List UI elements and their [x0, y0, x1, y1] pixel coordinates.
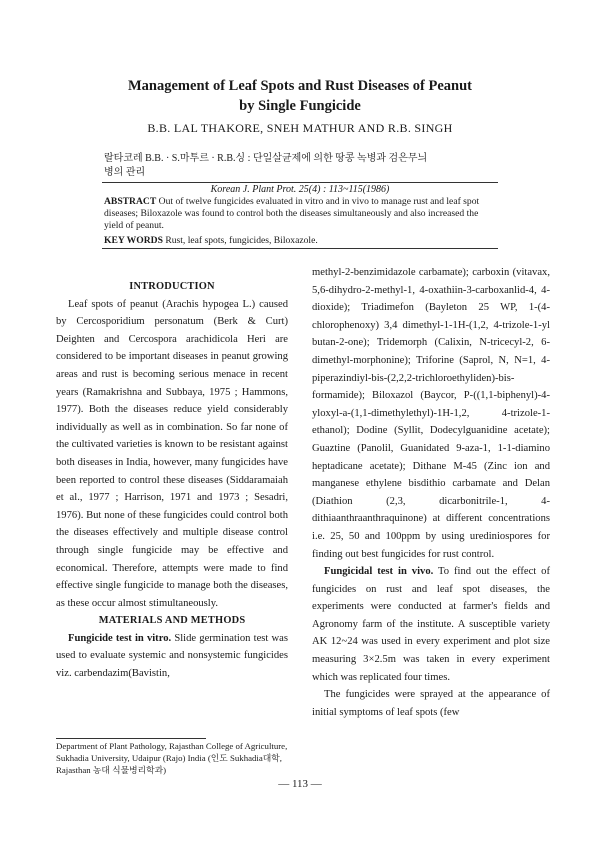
invitro-label: Fungicide test in vitro. — [68, 632, 172, 644]
keywords — [104, 235, 498, 247]
paper-title-line1: Management of Leaf Spots and Rust Diseases of Peanut — [128, 78, 472, 94]
korean-title-line2: 병의 관리 — [104, 167, 146, 178]
invitro-text: Slide germination test was used to evaluate systemic and nonsystemic fungicides viz. carbendazim(Bavistin, — [56, 632, 288, 680]
page-number: — 113 — — [278, 778, 322, 790]
abstract-label: ABSTRACT — [104, 196, 157, 207]
keywords-label: KEY WORDS — [104, 235, 163, 246]
keywords-text: Rust, leaf spots, fungicides, Biloxazole. — [165, 235, 318, 246]
introduction-text: Leaf spots of peanut (Arachis hypogea L.) caused by Cercosporidium personatum (Berk & Curt) Deighten and Cercospora arachidicola Heri are considered to be important diseases in peanut growing areas and rust is becoming serious menace in recent years (Ramakrishna and Subbaya, 1975 ; Hammons, 1977). Both the diseases reduce yield considerably individually as well as in combination. So far none of the cultivated varieties is known to be resistant against both diseases in India, however, many fungicides have been reported to control these diseases (Siddaramaiah et al., 1977 ; Harrison, 1971 and 1973 ; Sesadri, 1976). But none of these fungicides could control both the diseases effectively and multiple disease control through single fungicide may be effective and economical. Therefore, attempts were made to find effective single fungicide to manage both the diseases, as these occur almost stimultaneously. — [56, 298, 288, 609]
bottom-divider — [102, 248, 498, 249]
invivo-label: Fungicidal test in vivo. — [324, 566, 434, 578]
methods-heading: MATERIALS AND METHODS — [98, 615, 246, 627]
introduction-heading: INTRODUCTION — [129, 281, 215, 292]
top-divider — [102, 182, 498, 183]
spray-paragraph: The fungicides were sprayed at the appearance of initial symptoms of leaf spots (few — [312, 689, 550, 718]
abstract-text: Out of twelve fungicides evaluated in vitro and in vivo to manage rust and leaf spot diseases; Biloxazole was found to control both the diseases simultaneously and also increased the yield of peanut. — [104, 196, 480, 231]
invitro-paragraph — [56, 630, 288, 683]
invivo-paragraph — [312, 563, 550, 686]
affiliation-footnote: Department of Plant Pathology, Rajasthan College of Agriculture, Sukhadia University, Udaipur (Rajo) India (인도 Sukhadia대학, Rajasthan 농대 식물병리학과) — [56, 741, 288, 775]
korean-title-line1: 랄타코레 B.B. · S.마투르 · R.B.싱 : 단일살균제에 의한 땅콩 녹병과 검은무늬 — [104, 153, 428, 164]
right-column — [312, 264, 550, 721]
paper-title-line2: by Single Fungicide — [239, 98, 361, 114]
korean-title — [104, 152, 504, 180]
authors: B.B. LAL THAKORE, SNEH MATHUR AND R.B. SINGH — [147, 121, 453, 135]
fungicide-list-text: methyl-2-benzimidazole carbamate); carboxin (vitavax, 5,6-dihydro-2-methyl-1, 4-oxathiin-3-carboxanlid-4, 4-dioxide); Triadimefon (Bayleton 25 WP, 1-(4-chlorophenoxy) 3,4 dimethyl-1-1H-(1,2, 4-trizole-1-yl butan-2-one); Tridemorph (Calixin, N-tricecyl-2, 6-dimethyl-morphonine); Triforine (Saprol, N, N=1, 4-piperazindiyl-bis-(2,2,2-trichloroethyliden)-bis-formamide); Biloxazol (Baycor, P-((1,1-biphenyl)-4-yloxyl-a-(1,1-dimethylethyl)-1H-1,2, 4-trizole-1-ethanol); Dodine (Syllit, Dodecylguanidine acetate); Guaztine (Panolil, Guanidated 9-aza-1, 1-1-diamino heptadicane acetate); Dithane M-45 (Zinc ion and manganese ethylene bisdithio carbamate and Delan (Diathion (2,3, dicarbonitrile-1, 4-dithiaanthraanthraquinone) at different concentrations i.e. 25, 50 and 100ppm by using urediniospores for finding out best fungicides for rust control. — [312, 267, 550, 560]
journal-citation: Korean J. Plant Prot. 25(4) : 113~115(1986) — [210, 184, 390, 195]
invivo-text: To find out the effect of fungicides on rust and leaf spot diseases, the experiments were conducted at farmer's fields and Agronomy farm of the institute. A susceptible variety AK 12~24 was used in every experiment and plot size measuring 3×2.5m was taken in every experiment which was replicated four times. — [312, 566, 550, 683]
abstract — [104, 196, 498, 232]
left-column — [56, 278, 288, 683]
footnote-divider — [56, 738, 206, 739]
